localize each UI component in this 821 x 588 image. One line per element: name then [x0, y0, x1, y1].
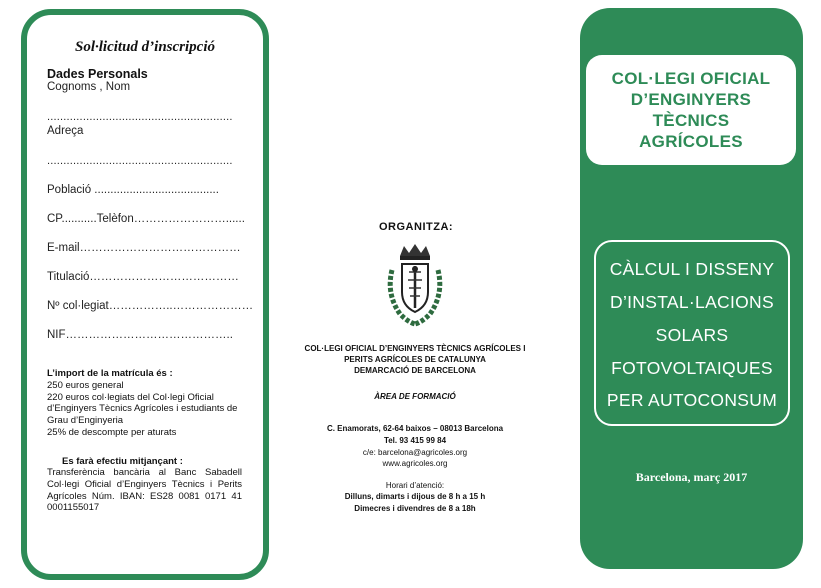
city-date: Barcelona, març 2017 [635, 470, 748, 484]
fee-info [47, 368, 242, 439]
cover-panel [580, 8, 803, 569]
course-title-line: SOLARS [655, 325, 729, 345]
org-name-line: PERITS AGRÍCOLES DE CATALUNYA [344, 355, 486, 364]
college-name-box [586, 55, 796, 165]
course-title-line: CÀLCUL I DISSENY [609, 259, 775, 279]
college-name [612, 68, 771, 152]
hours-line: Dilluns, dimarts i dijous de 8 h a 15 h [344, 492, 486, 501]
org-name-line: COL·LEGI OFICIAL D’ENGINYERS TÈCNICS AGRÍCOLES I [304, 344, 526, 353]
degree-field[interactable]: Titulació………………………………… [47, 271, 239, 283]
hours-title: Horari d’atenció: [385, 481, 445, 490]
course-title-line: FOTOVOLTAIQUES [611, 358, 773, 378]
fee-line: 250 euros general [47, 379, 124, 391]
org-name-line: DEMARCACIÓ DE BARCELONA [354, 366, 476, 375]
town-field[interactable]: Població ....................................... [47, 184, 219, 196]
email-field[interactable]: E-mail…………………………………… [47, 242, 241, 254]
address-label: Adreça [47, 125, 84, 137]
name-field[interactable]: ......................................................... [47, 111, 233, 123]
nif-field[interactable]: NIF…………………………………….. [47, 329, 233, 341]
college-crest-icon [378, 242, 452, 328]
hours-line: Dimecres i divendres de 8 a 18h [354, 504, 476, 513]
org-phone: Tel. 93 415 99 84 [383, 436, 447, 445]
personal-data-heading: Dades Personals [47, 67, 148, 81]
college-name-line: D’ENGINYERS [630, 90, 752, 109]
college-name-line: AGRÍCOLES [639, 132, 743, 151]
org-website[interactable]: www.agricoles.org [382, 459, 448, 468]
org-email[interactable]: c/e: barcelona@agricoles.org [362, 448, 468, 457]
fee-line: 220 euros col·legiats del Col·legi Oficial d’Enginyers Tècnics Agrícoles i estudiants de Grau d’Enginyeria [47, 391, 238, 427]
college-name-line: COL·LEGI OFICIAL [611, 69, 771, 88]
payment-heading: Es farà efectiu mitjançant : [62, 456, 183, 467]
inscription-form-panel [21, 9, 269, 580]
name-label: Cognoms , Nom [47, 81, 131, 93]
course-title-line: PER AUTOCONSUM [606, 390, 778, 410]
fee-line: 25% de descompte per aturats [47, 426, 177, 438]
postcode-phone-field[interactable]: CP...........Telèfon……………………...... [47, 213, 245, 225]
payment-text: Transferència bancària al Banc Sabadell Col·legi Oficial d’Enginyers Tècnics i Perits Agrícoles Núm. IBAN: ES28 0081 0171 41 0001155017 [47, 467, 242, 514]
member-number-field[interactable]: Nº col·legiat……………..………………… [47, 300, 254, 312]
training-area: ÀREA DE FORMACIÓ [374, 392, 456, 401]
course-title-line: D’INSTAL·LACIONS [610, 292, 774, 312]
course-title-box [594, 240, 790, 426]
organizer-title: ORGANITZA: [379, 221, 454, 233]
form-title: Sol·licitud d’inscripció [74, 39, 215, 55]
address-field[interactable]: ......................................................... [47, 155, 233, 167]
college-name-line: TÈCNICS [652, 111, 730, 130]
org-address: C. Enamorats, 62-64 baixos – 08013 Barcelona [326, 424, 504, 433]
fee-heading: L’import de la matrícula és : [47, 368, 173, 379]
